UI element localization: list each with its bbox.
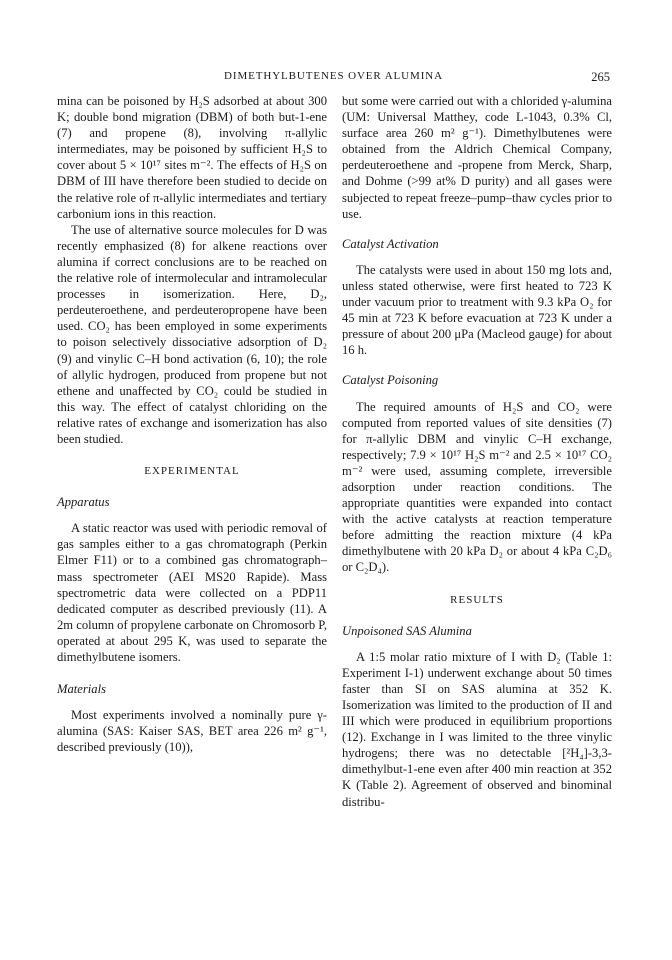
section-heading-experimental: EXPERIMENTAL	[144, 465, 240, 478]
right-column	[342, 93, 612, 810]
subheading-catalyst-poisoning: Catalyst Poisoning	[342, 373, 439, 388]
left-column	[57, 93, 327, 755]
paragraph-source-molecules: The use of alternative source molecules for D was recently emphasized (8) for alkene reactions over alumina if correct conclusions are to be reached on the relative role of intermolecular and intramolecular processes in isomerization. Here, D₂, perdeuteroethene, and perdeuteropropene have been used. CO₂ has been employed in some experiments to poison selectively dissociative adsorption of D₂ (9) and vinylic C–H bond activation (6, 10); the role of allylic hydrogen, produced from propene but not ethene and unaffected by CO₂ could be studied in this way. The effect of catalyst chloriding on the relative rates of exchange and isomerization has also been studied.	[57, 222, 327, 446]
paragraph-materials: Most experiments involved a nominally pure γ-alumina (SAS: Kaiser SAS, BET area 226 m² g⁻¹, described previously (10)),	[57, 708, 327, 755]
paragraph-materials-continued: but some were carried out with a chlorided γ-alumina (UM: Universal Matthey, code L-1043, 0.3% Cl, surface area 260 m² g⁻¹). Dimethylbutenes were obtained from the Aldrich Chemical Company, perdeuteroethene and -propene from Merck, Sharp, and Dohme (>99 at% D purity) and all gases were subjected to repeat freeze–pump–thaw cycles prior to use.	[342, 94, 612, 221]
subheading-apparatus: Apparatus	[57, 495, 110, 510]
subheading-unpoisoned-sas-alumina: Unpoisoned SAS Alumina	[342, 623, 472, 638]
paragraph-unpoisoned-results: A 1:5 molar ratio mixture of I with D₂ (Table 1: Experiment I-1) underwent exchange about 50 times faster than SI on SAS alumina at 352 K. Isomerization was limited to the production of II and III which were produced in equilibrium proportions (12). Exchange in I was limited to the three vinylic hydrogens; there was no detectable [²H₄]-3,3-dimethylbut-1-ene even after 400 min reaction at 352 K (Table 2). Agreement of observed and binominal distribu-	[342, 649, 612, 809]
paragraph-continued: mina can be poisoned by H₂S adsorbed at about 300 K; double bond migration (DBM) of both but-1-ene (7) and propene (8), involving π-allylic intermediates, may be poisoned by sufficient H₂S to cover about 5 × 10¹⁷ sites m⁻². The effects of H₂S on DBM of III have therefore been studied to decide on the relative role of π-allylic intermediates and tertiary carbonium ions in this reaction.	[57, 94, 327, 221]
running-title: DIMETHYLBUTENES OVER ALUMINA	[224, 70, 443, 82]
paragraph-catalyst-poisoning: The required amounts of H₂S and CO₂ were computed from reported values of site densities (7) for π-allylic DBM and vinylic C–H exchange, respectively; 7.9 × 10¹⁷ H₂S m⁻² and 2.5 × 10¹⁷ CO₂ m⁻² were used, assuming complete, irreversible adsorption under reaction conditions. The appropriate quantities were expanded into contact with the active catalysts at reaction temperature before admitting the reaction mixture (4 kPa dimethylbutene with 20 kPa D₂ or about 4 kPa C₂D₆ or C₂D₄).	[342, 399, 612, 575]
subheading-materials: Materials	[57, 682, 106, 697]
page-header	[57, 70, 610, 90]
paragraph-catalyst-activation: The catalysts were used in about 150 mg lots and, unless stated otherwise, were first heated to 723 K under vacuum prior to treatment with 9.3 kPa O₂ for 45 min at 723 K before evacuation at 723 K under a pressure of about 200 μPa (Macleod gauge) for about 16 h.	[342, 262, 612, 358]
section-heading-results: RESULTS	[450, 593, 504, 606]
subheading-catalyst-activation: Catalyst Activation	[342, 236, 439, 251]
paragraph-apparatus: A static reactor was used with periodic removal of gas samples either to a gas chromatograph (Perkin Elmer F11) or to a combined gas chromatograph–mass spectrometer (AEI MS20 Rapide). Mass spectrometric data were collected on a PDP11 dedicated computer as described previously (11). A 2m column of propylene carbonate on Chromosorb P, operated at about 295 K, was used to separate the dimethylbutene isomers.	[57, 521, 328, 664]
page-number: 265	[591, 70, 610, 84]
